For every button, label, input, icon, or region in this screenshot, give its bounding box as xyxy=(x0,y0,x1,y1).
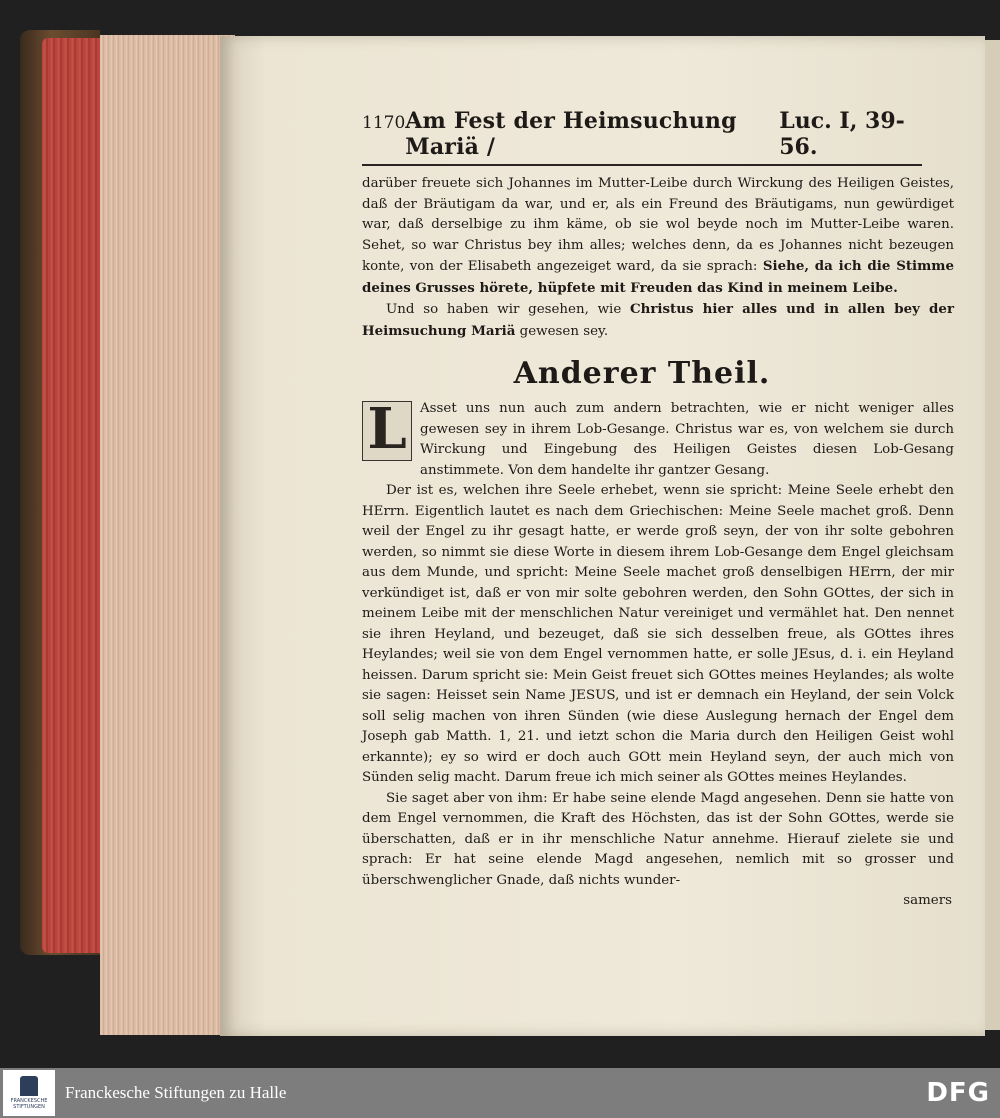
dfg-logo[interactable]: DFG xyxy=(926,1078,990,1108)
paragraph-1-quote: Siehe, da ich die Stimme deines Grusses hörete, hüpfete mit Freuden das Kind in meinem Leibe. xyxy=(362,258,954,296)
page-stack xyxy=(100,35,235,1035)
paragraph-1 xyxy=(362,174,954,299)
section-title: Anderer Theil. xyxy=(513,356,771,391)
paragraph-2 xyxy=(362,299,954,342)
viewer-footer xyxy=(0,1068,1000,1118)
page-content xyxy=(362,108,954,908)
paragraph-3: Asset uns nun auch zum andern betrachten, wie er nicht weniger alles gewesen sey in ihrem Lob-Gesange. Christus war es, von welchem sie durch Wirckung und Eingebung des Heiligen Geistes diesen Lob-Gesang anstimmete. Von dem handelte ihr gantzer Gesang. xyxy=(420,401,954,478)
institution-name[interactable]: Franckesche Stiftungen zu Halle xyxy=(65,1083,287,1102)
paragraph-2-c: gewesen sey. xyxy=(519,323,609,339)
section-body xyxy=(362,396,954,481)
bible-reference: Luc. I, 39-56. xyxy=(779,108,905,160)
paragraph-1-text: darüber freuete sich Johannes im Mutter-Leibe durch Wirckung des Heiligen Geistes, daß der Bräutigam da war, und er, als ein Freund des Bräutigams, nun gewürdiget war, daß derselbige zu ihm käme, ob sie wol beyde noch im Mutter-Leibe waren. Sehet, so war Christus bey ihm alles; welches denn, da es Johannes nicht bezeugen konte, von der Elisabeth angezeiget ward, da sie sprach: xyxy=(362,176,954,274)
paragraph-4: Der ist es, welchen ihre Seele erhebet, wenn sie spricht: Meine Seele erhebt den HErrn. Eigentlich lautet es nach dem Griechischen: Meine Seele machet groß. Denn weil der Engel zu ihr gesagt hatte, er werde groß seyn, der von ihr solte gebohren werden, so nimmt sie diese Worte in diesem ihrem Lob-Gesange dem Engel gleichsam aus dem Munde, und spricht: Meine Seele machet groß denselbigen HErrn, der mir verkündiget ist, daß er von mir solte gebohren werden, den Sohn GOttes, der sich in meinem Leibe mit der menschlichen Natur vereiniget und vermählet hat. Den nennet sie ihren Heyland, und bezeuget, daß sie sich desselben freue, als GOttes ihres Heylandes; weil sie von dem Engel vernommen hatte, er solle JEsus, d. i. ein Heyland heissen. Darum spricht sie: Mein Geist freuet sich GOttes meines Heylandes; als wolte sie sagen: Heisset sein Name JESUS, und ist er demnach ein Heyland, der sein Volck soll selig machen von ihren Sünden (wie diese Auslegung hernach der Engel dem Joseph gab Matth. 1, 21. und ietzt schon die Maria durch den Heiligen Geist wohl erkannte); ey so wird er doch auch GOtt mein Heyland seyn, der auch mich von Sünden selig macht. Darum freue ich mich seiner als GOttes meines Heylandes. xyxy=(362,483,954,785)
running-header xyxy=(362,108,922,166)
paragraph-2-a: Und so haben wir gesehen, wie xyxy=(386,302,622,317)
page-number: 1170 xyxy=(362,113,406,133)
facing-page-edge xyxy=(985,40,1000,1030)
decorated-initial: L xyxy=(362,401,412,461)
institution-logo[interactable] xyxy=(3,1070,55,1116)
paragraph-5: Sie saget aber von ihm: Er habe seine elende Magd angesehen. Denn sie hatte von dem Engel vernommen, die Kraft des Höchsten, das ist der Sohn GOttes, werde sie überschatten, daß er in ihr menschliche Natur annehme. Hierauf zielete sie und sprach: Er hat seine elende Magd angesehen, nemlich mit so grosser und überschwenglicher Gnade, daß nichts wunder- xyxy=(362,790,954,888)
building-icon xyxy=(20,1076,38,1096)
catchword: samers xyxy=(903,893,952,908)
running-title: Am Fest der Heimsuchung Mariä / xyxy=(405,108,737,160)
paragraph-2-b: Christus hier alles und in allen bey der Heimsuchung Mariä xyxy=(362,301,954,339)
logo-text: FRANCKESCHE STIFTUNGEN xyxy=(10,1098,48,1110)
